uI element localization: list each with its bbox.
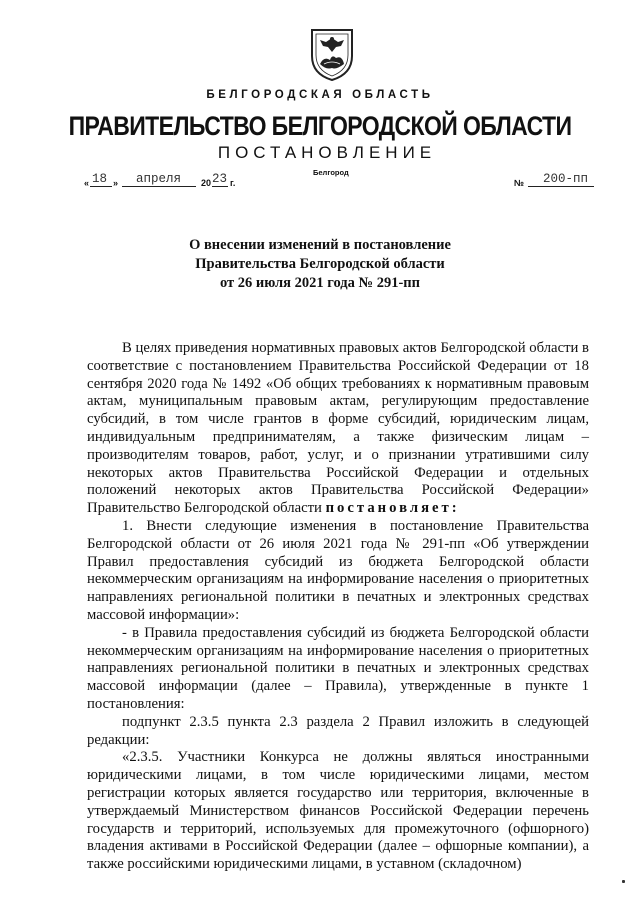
date-year-unit: г.: [230, 178, 236, 188]
title-line: Правительства Белгородской области: [195, 256, 445, 272]
day-underline: [90, 186, 112, 187]
date-day: 18: [92, 172, 108, 186]
number-underline: [528, 186, 594, 187]
title-line: О внесении изменений в постановление: [189, 237, 451, 253]
date-year-prefix: 20: [201, 178, 212, 188]
government-name: ПРАВИТЕЛЬСТВО БЕЛГОРОДСКОЙ ОБЛАСТИ: [68, 110, 572, 141]
document-title: [0, 236, 640, 293]
preamble-paragraph: [87, 340, 589, 518]
preamble-text: В целях приведения нормативных правовых актов Белгородской области в соответствие с постановлением Правительства Российской Федерации от 18 сентября 2020 года № 1492 «Об общих требованиях к нормативным правовым актам, муниципальным правовым актам, регулирующим предоставление субсидий, в том числе грантов в форме субсидий, юридическим лицам, индивидуальным предпринимателям, а также физическим лицам – производителям товаров, работ, услуг, и о признании утратившими силу некоторых актов Правительства Российской Федерации и отдельных положений некоторых актов Правительства Российской Федерации» Правительство Белгородской области: [87, 340, 589, 517]
date-open-quote: «: [84, 178, 90, 188]
city-name: Белгород: [313, 168, 349, 177]
clause-paragraph: «2.3.5. Участники Конкурса не должны являться иностранными юридическими лицами, в том числе юридическими лицами, местом регистрации которых является государство или территория, включенные в утверждаемый Министерством финансов Российской Федерации перечень государств и территорий, используемых для промежуточного (офшорного) владения активами в Российской Федерации (далее – офшорные компании), а также российскими юридическими лицами, в уставном (складочном): [87, 749, 589, 873]
date-year-suffix: 23: [212, 172, 228, 186]
resolution-verb: постановляет:: [325, 500, 460, 517]
title-line: от 26 июля 2021 года № 291-пп: [220, 275, 420, 291]
document-type: ПОСТАНОВЛЕНИЕ: [217, 143, 437, 162]
coat-of-arms-icon: [306, 26, 358, 82]
date-number-line: [84, 172, 604, 190]
clause-paragraph: подпункт 2.3.5 пункта 2.3 раздела 2 Правил изложить в следующей редакции:: [87, 713, 589, 748]
scan-mark: [622, 880, 625, 883]
date-close-quote: »: [113, 178, 119, 188]
document-number: 200-пп: [543, 172, 589, 186]
clause-paragraph: 1. Внести следующие изменения в постановление Правительства Белгородской области от 26 июля 2021 года № 291-пп «Об утверждении Правил предоставления субсидий из бюджета Белгородской области некоммерческим организациям на информирование населения о приоритетных направлениях региональной политики в печатных и электронных средствах массовой информации»:: [87, 517, 589, 623]
number-label: №: [514, 178, 525, 188]
month-underline: [122, 186, 196, 187]
year-underline: [212, 186, 228, 187]
document-body: [87, 340, 589, 874]
date-month: апреля: [136, 172, 182, 186]
clause-paragraph: - в Правила предоставления субсидий из бюджета Белгородской области некоммерческим организациям на информирование населения о приоритетных направлениях региональной политики в печатных и электронных средствах массовой информации (далее – Правила), утвержденные в пункте 1 постановления:: [87, 624, 589, 712]
region-name: БЕЛГОРОДСКАЯ ОБЛАСТЬ: [206, 89, 434, 101]
